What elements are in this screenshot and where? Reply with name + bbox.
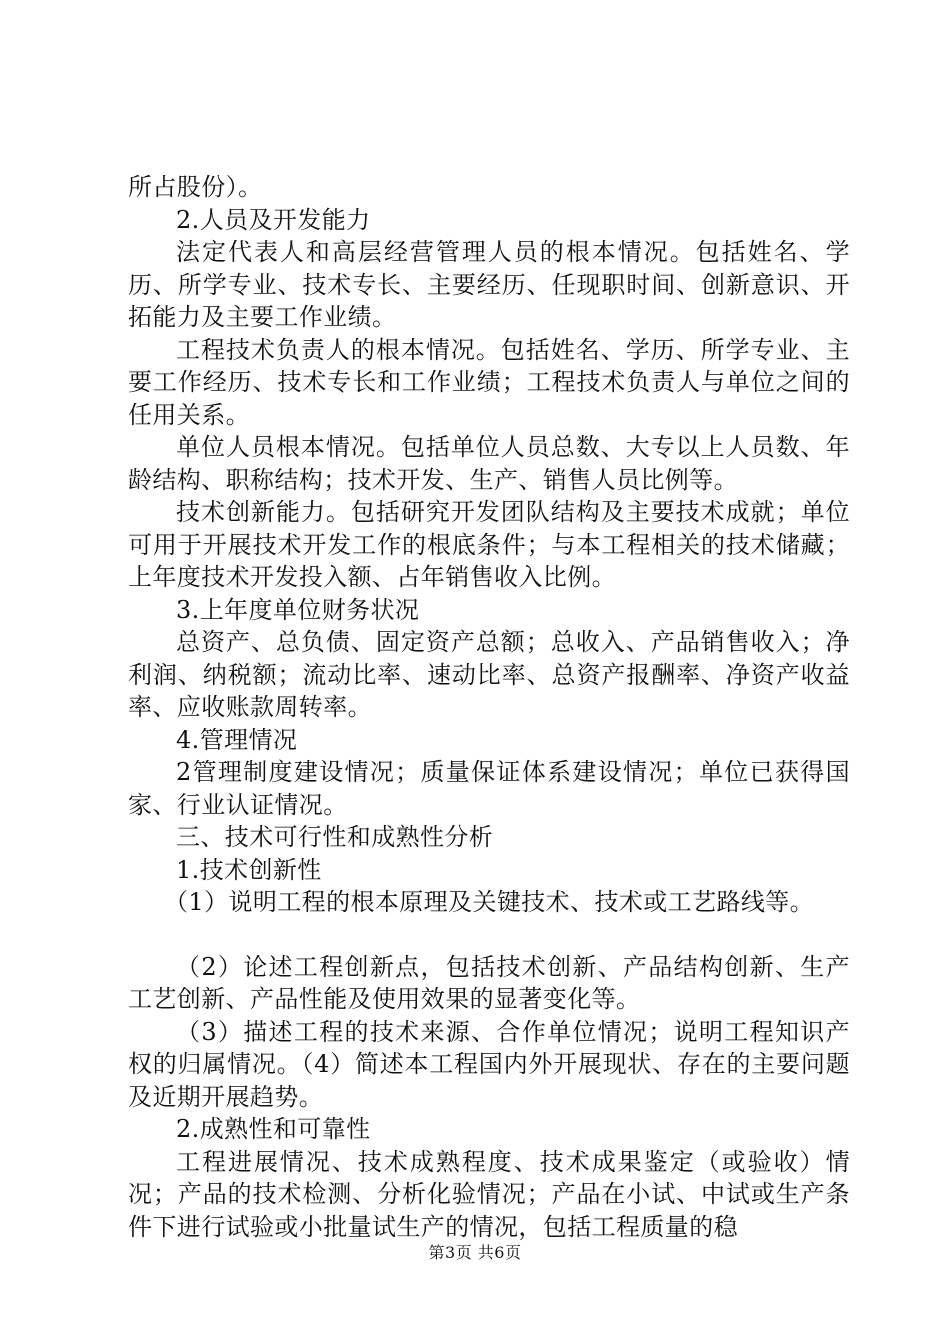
heading-management: 4.管理情况 — [176, 725, 298, 754]
paragraph-financial-items: 总资产、总负债、固定资产总额；总收入、产品销售收入；净利润、纳税额；流动比率、速动比率、总资产报酬率、净资产收益率、应收账款周转率。 — [128, 628, 850, 721]
paragraph-item-1: （1）说明工程的根本原理及关键技术、技术或工艺路线等。 — [164, 888, 815, 916]
paragraph-item-2: （2）论述工程创新点，包括技术创新、产品结构创新、生产工艺创新、产品性能及使用效果的显著变化等。 — [128, 952, 850, 1013]
paragraph-item-3-4: （3）描述工程的技术来源、合作单位情况；说明工程知识产权的归属情况。（4）简述本工程国内外开展现状、存在的主要问题及近期开展趋势。 — [128, 1017, 850, 1111]
paragraph-management-items: 2管理制度建设情况；质量保证体系建设情况；单位已获得国家、行业认证情况。 — [128, 758, 850, 819]
paragraph-gap — [128, 919, 850, 951]
paragraph-innovation-capability: 技术创新能力。包括研究开发团队结构及主要技术成就；单位可用于开展技术开发工作的根底条件；与本工程相关的技术储藏；上年度技术开发投入额、占年销售收入比例。 — [128, 498, 850, 591]
heading-financial-status: 3.上年度单位财务状况 — [176, 595, 420, 624]
paragraph-progress: 工程进展情况、技术成熟程度、技术成果鉴定（或验收）情况；产品的技术检测、分析化验情况；产品在小试、中试或生产条件下进行试验或小批量试生产的情况，包括工程质量的稳 — [128, 1147, 850, 1241]
heading-personnel-capability: 2.人员及开发能力 — [176, 205, 371, 234]
paragraph-legal-representative: 法定代表人和高层经营管理人员的根本情况。包括姓名、学历、所学专业、技术专长、主要经历、任现职时间、创新意识、开拓能力及主要工作业绩。 — [128, 238, 850, 331]
heading-technical-innovation: 1.技术创新性 — [176, 855, 322, 884]
document-body — [128, 171, 850, 1243]
paragraph-staff-overview: 单位人员根本情况。包括单位人员总数、大专以上人员数、年龄结构、职称结构；技术开发、生产、销售人员比例等。 — [128, 433, 850, 494]
page-number-footer: 第3页 共6页 — [428, 1243, 522, 1262]
heading-section-three: 三、技术可行性和成熟性分析 — [176, 823, 494, 851]
heading-maturity-reliability: 2.成熟性和可靠性 — [176, 1115, 371, 1143]
paragraph-technical-lead: 工程技术负责人的根本情况。包括姓名、学历、所学专业、主要工作经历、技术专长和工作业绩；工程技术负责人与单位之间的任用关系。 — [128, 335, 850, 429]
paragraph-shares-continuation: 所占股份）。 — [128, 173, 263, 201]
